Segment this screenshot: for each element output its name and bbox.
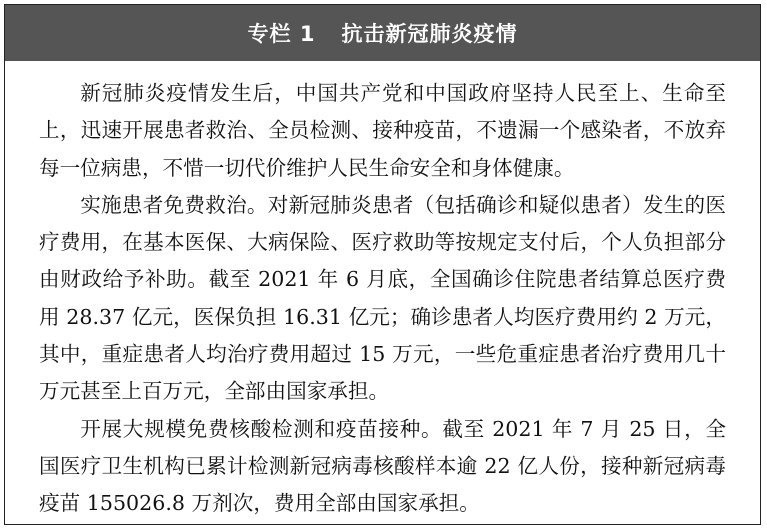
paragraph-testing-vaccination: 开展大规模免费核酸检测和疫苗接种。截至 2021 年 7 月 25 日，全国医疗卫生机构已累计检测新冠病毒核酸样本逾 22 亿人份，接种新冠病毒疫苗 155026.8 万剂次，费用全部由国家承担。 [39,416,726,516]
column-box [4,4,761,525]
paragraph-free-treatment: 实施患者免费救治。对新冠肺炎患者（包括确诊和疑似患者）发生的医疗费用，在基本医保、大病保险、医疗救助等按规定支付后，个人负担部分由财政给予补助。截至 2021 年 6 月底，全国确诊住院患者结算总医疗费用 28.37 亿元，医保负担 16.31 亿元；确诊患者人均医疗费用约 2 万元，其中，重症患者人均治疗费用超过 15 万元，一些危重症患者治疗费用几十万元甚至上百万元，全部由国家承担。 [39,192,726,404]
column-body [5,61,760,523]
column-header [5,5,760,61]
paragraph-intro: 新冠肺炎疫情发生后，中国共产党和中国政府坚持人民至上、生命至上，迅速开展患者救治、全员检测、接种疫苗，不遗漏一个感染者，不放弃每一位病患，不惜一切代价维护人民生命安全和身体健康。 [39,81,726,180]
column-label: 专栏 1 [247,22,316,46]
column-title: 抗击新冠肺炎疫情 [341,22,518,46]
